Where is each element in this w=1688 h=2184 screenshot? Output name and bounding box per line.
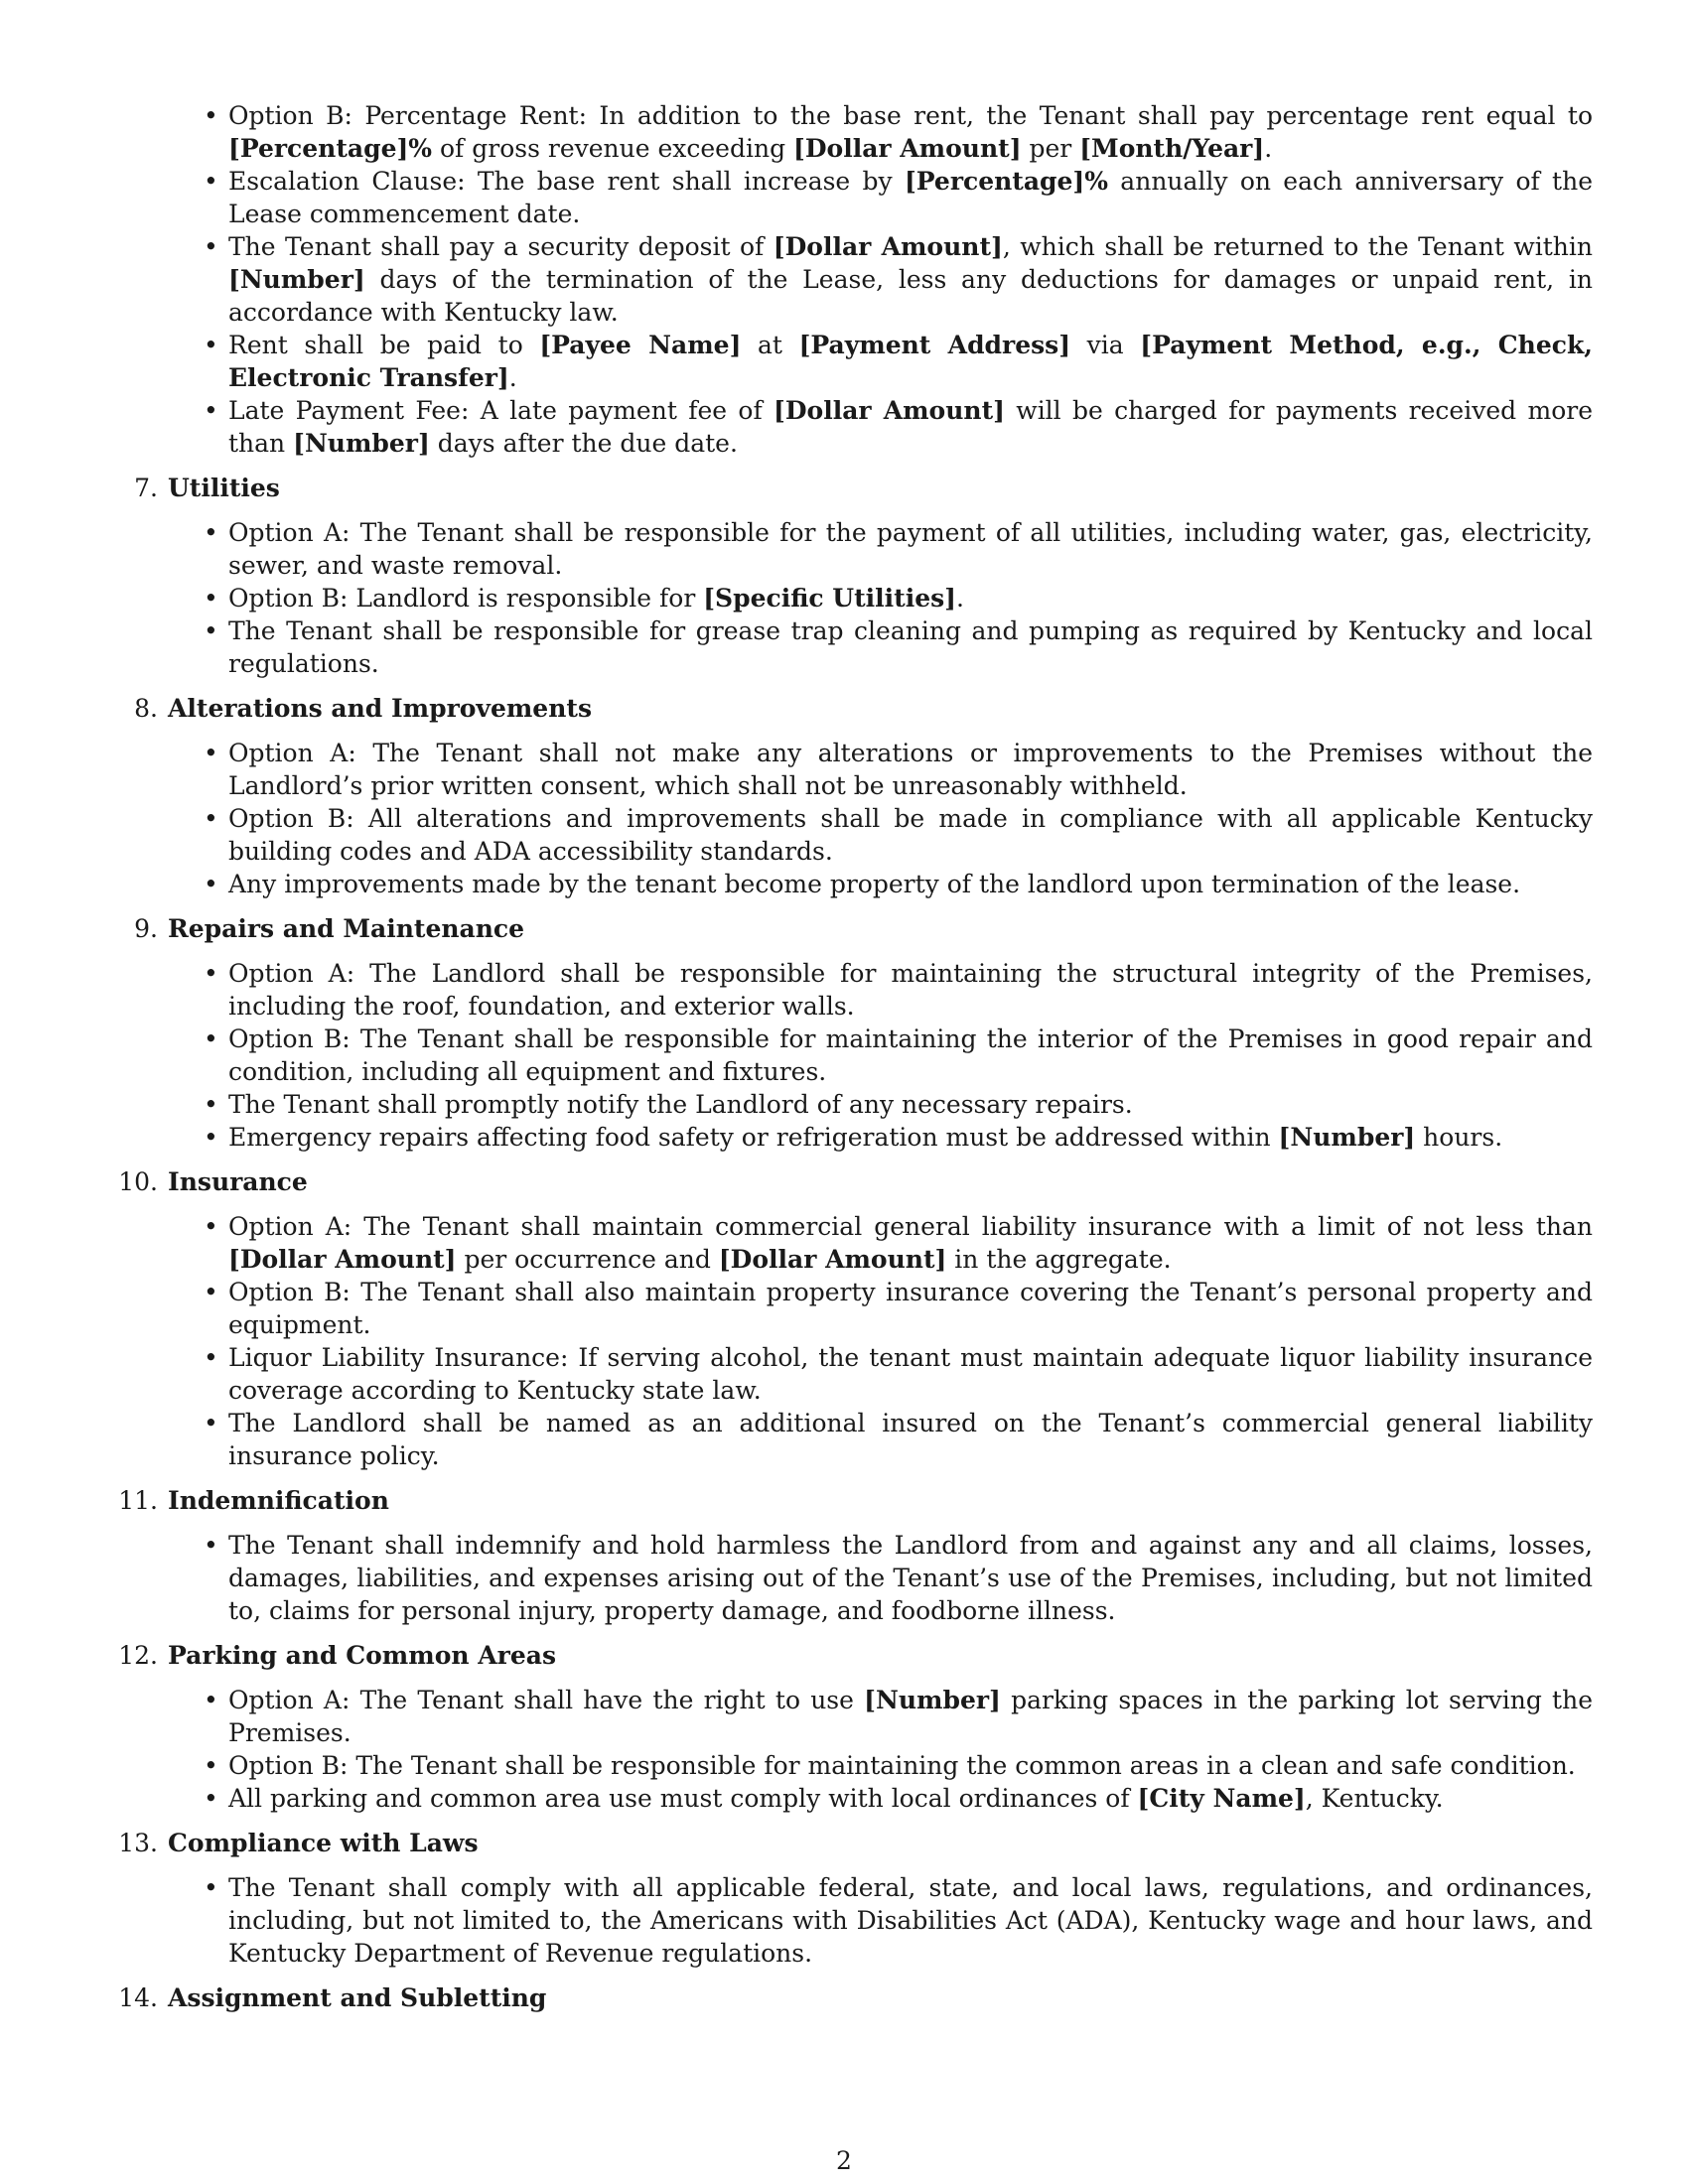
placeholder-field: [Number] (1278, 1123, 1416, 1152)
list-item (228, 1684, 1593, 1749)
list-item (228, 99, 1593, 165)
clause-text: Option A: The Tenant shall have the right to use (228, 1686, 865, 1714)
section-heading (118, 1827, 1593, 1859)
section-insurance (118, 1165, 1593, 1472)
section-bullet-list (133, 1210, 1593, 1472)
clause-text: of gross revenue exceeding (432, 134, 794, 163)
section-heading (118, 1981, 1593, 2014)
clause-text: The Tenant shall promptly notify the Landlord of any necessary repairs. (228, 1090, 1133, 1119)
list-item (228, 1407, 1593, 1472)
section-title: Alterations and Improvements (168, 694, 593, 723)
section-number: 12. (118, 1641, 158, 1670)
section-bullet-list (133, 1684, 1593, 1815)
section-bullet-list (133, 957, 1593, 1154)
clause-text: days of the termination of the Lease, less any deductions for damages or unpaid rent, in accordance with Kentucky law. (228, 265, 1593, 327)
clause-text: . (508, 363, 517, 392)
placeholder-field: [Number] (228, 265, 365, 294)
section-title: Assignment and Subletting (168, 1983, 547, 2012)
section-bullet-list (133, 1529, 1593, 1627)
clause-text: , Kentucky. (1305, 1784, 1444, 1813)
section-title: Compliance with Laws (168, 1829, 479, 1857)
placeholder-field: [Number] (864, 1686, 1001, 1714)
section-assignment-and-subletting (118, 1981, 1593, 2014)
lease-sections (118, 472, 1593, 2014)
clause-text: The Tenant shall be responsible for grease trap cleaning and pumping as required by Kentucky and local regulations. (228, 616, 1593, 678)
list-item (228, 582, 1593, 614)
list-item (228, 1023, 1593, 1088)
section-heading (118, 1639, 1593, 1672)
clause-text: Option A: The Landlord shall be responsible for maintaining the structural integrity of the Premises, including the roof, foundation, and exterior walls. (228, 959, 1593, 1021)
list-item (228, 1088, 1593, 1121)
clause-text: The Landlord shall be named as an additional insured on the Tenant’s commercial general liability insurance policy. (228, 1409, 1593, 1470)
placeholder-field: [Percentage]% (228, 134, 433, 163)
section-bullet-list (133, 737, 1593, 900)
placeholder-field: [Payment Method, e.g., Check, Electronic Transfer] (228, 331, 1593, 392)
clause-text: per occurrence and (456, 1245, 719, 1274)
clause-text: Option B: All alterations and improvements shall be made in compliance with all applicable Kentucky building codes and ADA accessibility standards. (228, 804, 1593, 866)
section-number: 10. (118, 1167, 158, 1196)
section-heading (134, 472, 1593, 504)
clause-text: Option B: The Tenant shall be responsible for maintaining the interior of the Premises in good repair and condition, including all equipment and fixtures. (228, 1024, 1593, 1086)
section-bullet-list (133, 516, 1593, 680)
clause-text: . (956, 584, 964, 613)
section-number: 8. (134, 694, 158, 723)
section-heading (118, 1165, 1593, 1198)
placeholder-field: [Dollar Amount] (773, 232, 1003, 261)
list-item (228, 1121, 1593, 1154)
section-compliance-with-laws (118, 1827, 1593, 1970)
list-item (228, 516, 1593, 582)
placeholder-field: [Payee Name] (539, 331, 742, 359)
placeholder-field: [Dollar Amount] (718, 1245, 947, 1274)
section-bullet-list (133, 1871, 1593, 1970)
section-utilities (133, 472, 1593, 680)
clause-text: Escalation Clause: The base rent shall increase by (228, 167, 905, 196)
clause-text: Liquor Liability Insurance: If serving alcohol, the tenant must maintain adequate liquor liability insurance coverage according to Kentucky state law. (228, 1343, 1593, 1405)
rent-clause-continued-list (133, 99, 1593, 460)
clause-text: Emergency repairs affecting food safety or refrigeration must be addressed within (228, 1123, 1279, 1152)
clause-text: The Tenant shall pay a security deposit of (228, 232, 774, 261)
list-item (228, 1276, 1593, 1341)
section-number: 14. (118, 1983, 158, 2012)
placeholder-field: [City Name] (1137, 1784, 1306, 1813)
section-heading (118, 1484, 1593, 1517)
clause-text: Option B: The Tenant shall be responsible for maintaining the common areas in a clean and safe condition. (228, 1751, 1576, 1780)
clause-text: in the aggregate. (946, 1245, 1172, 1274)
placeholder-field: [Dollar Amount] (793, 134, 1022, 163)
list-item (228, 329, 1593, 394)
list-item (228, 165, 1593, 230)
clause-text: The Tenant shall comply with all applicable federal, state, and local laws, regulations, and ordinances, including, but not limited to, the Americans with Disabilities Act (ADA), Kentucky wage and hour laws, and Kentucky Department of Revenue regulations. (228, 1873, 1593, 1968)
section-title: Parking and Common Areas (168, 1641, 557, 1670)
clause-text: annually on each anniversary of the Lease commencement date. (228, 167, 1594, 228)
placeholder-field: [Month/Year] (1079, 134, 1265, 163)
clause-text: , which shall be returned to the Tenant within (1002, 232, 1593, 261)
placeholder-field: [Specific Utilities] (703, 584, 957, 613)
clause-text: parking spaces in the parking lot serving the Premises. (228, 1686, 1593, 1747)
clause-text: Option A: The Tenant shall not make any alterations or improvements to the Premises without the Landlord’s prior written consent, which shall not be unreasonably withheld. (228, 739, 1593, 800)
list-item (228, 1749, 1593, 1782)
clause-text: Rent shall be paid to (228, 331, 540, 359)
list-item (228, 1529, 1593, 1627)
list-item (228, 1341, 1593, 1407)
clause-text: hours. (1415, 1123, 1503, 1152)
section-number: 9. (134, 914, 158, 943)
clause-text: . (1264, 134, 1273, 163)
clause-text: Option A: The Tenant shall be responsible for the payment of all utilities, including water, gas, electricity, sewer, and waste removal. (228, 518, 1593, 580)
section-heading (134, 912, 1593, 945)
clause-text: days after the due date. (429, 429, 738, 458)
list-item (228, 868, 1593, 900)
document-page (118, 99, 1594, 2026)
list-item (228, 394, 1593, 460)
clause-text: will be charged for payments received more than (228, 396, 1593, 458)
section-alterations-and-improvements (133, 692, 1593, 900)
clause-text: Option B: The Tenant shall also maintain property insurance covering the Tenant’s personal property and equipment. (228, 1278, 1593, 1339)
placeholder-field: [Percentage]% (904, 167, 1109, 196)
clause-text: Any improvements made by the tenant become property of the landlord upon termination of the lease. (228, 870, 1521, 898)
list-item (228, 1871, 1593, 1970)
clause-text: per (1021, 134, 1080, 163)
placeholder-field: [Dollar Amount] (228, 1245, 457, 1274)
list-item (228, 957, 1593, 1023)
section-repairs-and-maintenance (133, 912, 1593, 1154)
section-title: Utilities (168, 474, 280, 502)
clause-text: via (1070, 331, 1141, 359)
clause-text: Option A: The Tenant shall maintain commercial general liability insurance with a limit of not less than (228, 1212, 1593, 1241)
section-title: Indemnification (168, 1486, 389, 1515)
clause-text: The Tenant shall indemnify and hold harmless the Landlord from and against any and all claims, losses, damages, liabilities, and expenses arising out of the Tenant’s use of the Premises, including, but not limited to, claims for personal injury, property damage, and foodborne illness. (228, 1531, 1593, 1625)
list-item (228, 230, 1593, 329)
section-parking-and-common-areas (118, 1639, 1593, 1815)
placeholder-field: [Number] (293, 429, 430, 458)
list-item (228, 1782, 1593, 1815)
clause-text: at (741, 331, 799, 359)
list-item (228, 737, 1593, 802)
section-number: 11. (118, 1486, 158, 1515)
section-heading (134, 692, 1593, 725)
clause-text: Option B: Landlord is responsible for (228, 584, 704, 613)
list-item (228, 1210, 1593, 1276)
page-number: 2 (836, 2146, 852, 2175)
placeholder-field: [Dollar Amount] (774, 396, 1005, 425)
clause-text: All parking and common area use must comply with local ordinances of (228, 1784, 1138, 1813)
list-item (228, 614, 1593, 680)
section-title: Insurance (168, 1167, 308, 1196)
section-number: 13. (118, 1829, 158, 1857)
section-number: 7. (134, 474, 158, 502)
section-indemnification (118, 1484, 1593, 1627)
section-title: Repairs and Maintenance (168, 914, 525, 943)
list-item (228, 802, 1593, 868)
clause-text: Option B: Percentage Rent: In addition to the base rent, the Tenant shall pay percentage rent equal to (228, 101, 1593, 130)
clause-text: Late Payment Fee: A late payment fee of (228, 396, 774, 425)
placeholder-field: [Payment Address] (798, 331, 1071, 359)
